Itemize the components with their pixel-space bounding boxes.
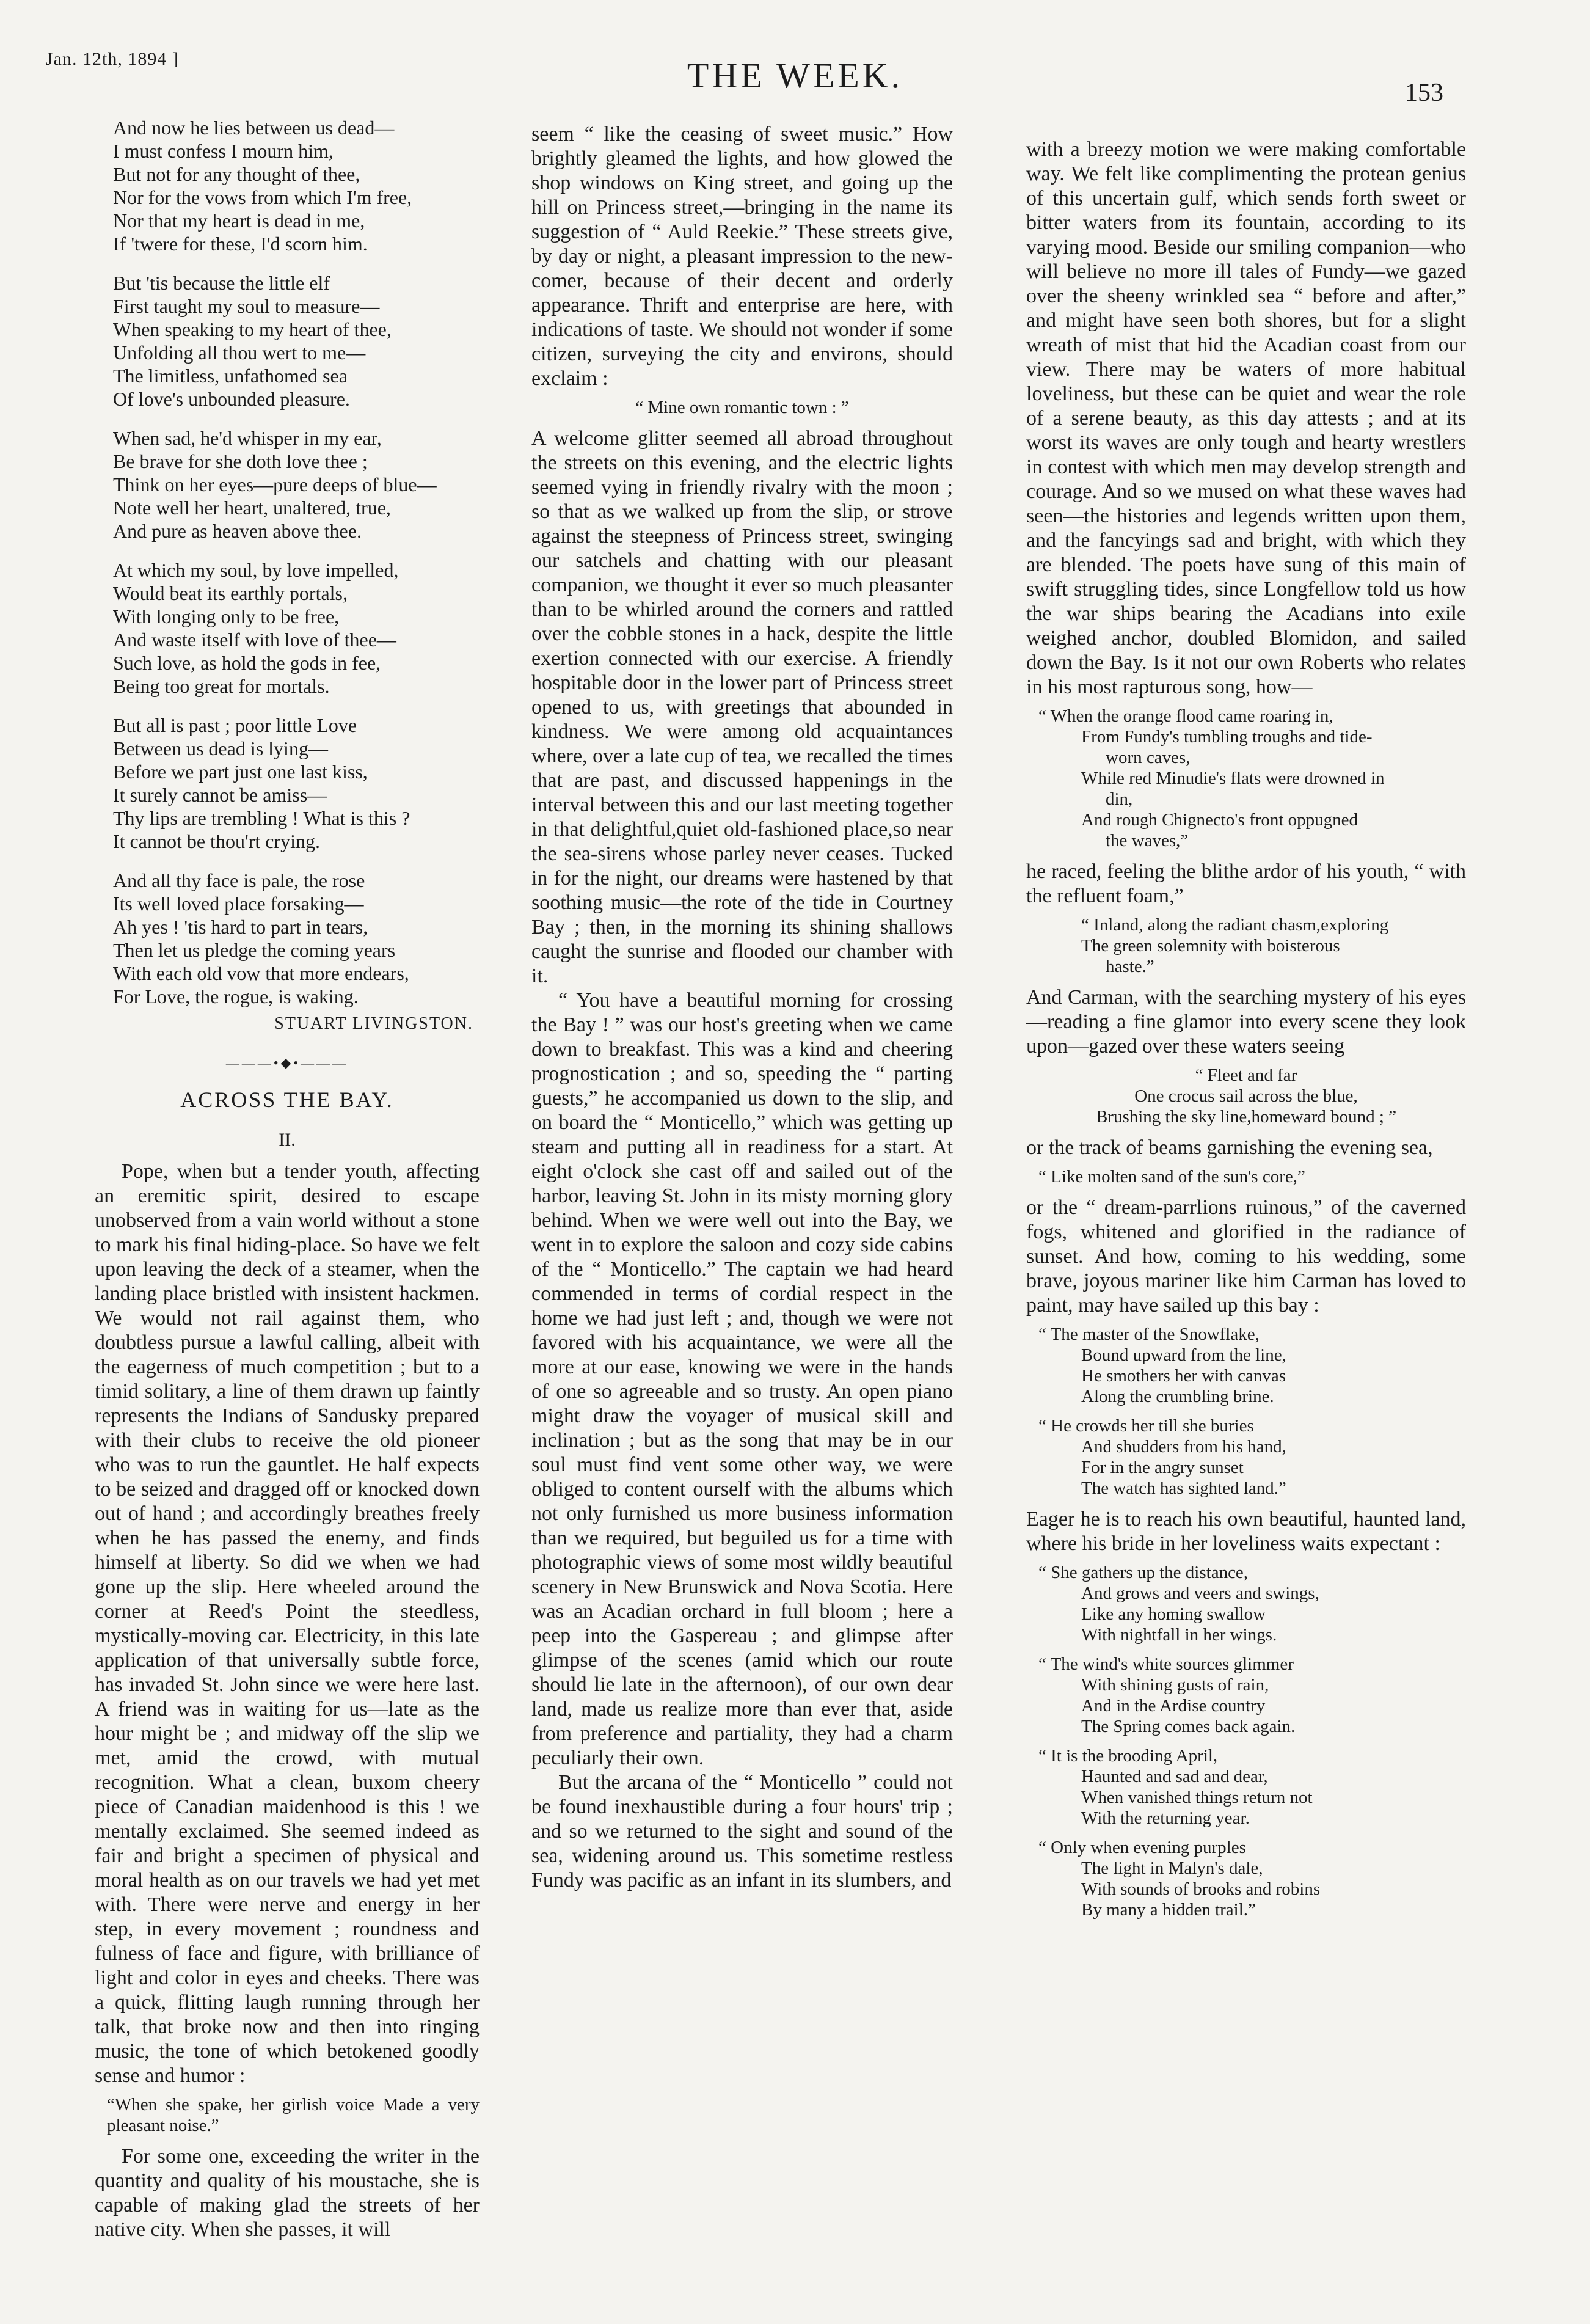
poem-line: Ah yes ! 'tis hard to part in tears, (113, 916, 368, 938)
poem-stanza (113, 271, 480, 411)
poem-line: It surely cannot be amiss— (113, 784, 327, 806)
poem-line: Being too great for mortals. (113, 675, 330, 697)
column-2 (531, 122, 953, 1893)
poem-stanza (113, 116, 480, 255)
article-paragraph: Eager he is to reach his own beautiful, haunted land, where his bride in her loveliness waits expectant : (1026, 1508, 1466, 1555)
poem-stanza (113, 714, 480, 853)
verse-line: With shining gusts of rain, (1081, 1675, 1269, 1695)
poem-line: But not for any thought of thee, (113, 163, 360, 185)
block-quote: “ Mine own romantic town : ” (635, 398, 849, 417)
poem-line: And pure as heaven above thee. (113, 520, 362, 542)
verse-quote (1038, 1324, 1466, 1407)
verse-line: Bound upward from the line, (1081, 1345, 1286, 1365)
verse-line: For in the angry sunset (1081, 1458, 1244, 1477)
poem-line: Before we part just one last kiss, (113, 761, 368, 783)
verse-line: worn caves, (1106, 748, 1191, 767)
verse-quote (1026, 1065, 1466, 1127)
masthead-title: THE WEEK. (687, 56, 903, 95)
poem-signature: STUART LIVINGSTON. (274, 1014, 473, 1033)
verse-quote (1038, 1837, 1466, 1920)
verse-line: the waves,” (1106, 831, 1189, 850)
verse-line: “ She gathers up the distance, (1038, 1563, 1249, 1582)
poem-line: When speaking to my heart of thee, (113, 318, 392, 340)
verse-line: When vanished things return not (1081, 1788, 1313, 1807)
verse-quote (1038, 1654, 1466, 1737)
poem-stanza (113, 558, 480, 698)
verse-quote (1038, 1166, 1466, 1187)
poem-line: Thy lips are trembling ! What is this ? (113, 807, 410, 829)
article-paragraph: But the arcana of the “ Monticello ” could not be found inexhaustible during a four hours' trip ; and so we returned to the sight and sound of the sea, widening around us. This sometime restless Fundy was pacific as an infant in its slumbers, and (531, 1771, 953, 1891)
poem-line: With each old vow that more endears, (113, 962, 409, 984)
poem-line: Of love's unbounded pleasure. (113, 388, 350, 410)
block-quote: “When she spake, her girlish voice Made a very pleasant noise.” (107, 2095, 480, 2135)
verse-line: While red Minudie's flats were drowned in (1081, 769, 1385, 788)
verse-quote (1038, 915, 1466, 977)
verse-line: “ The wind's white sources glimmer (1038, 1654, 1294, 1674)
verse-line: “ Only when evening purples (1038, 1838, 1246, 1857)
verse-line: “ Fleet and far (1195, 1065, 1297, 1085)
poem-line: Between us dead is lying— (113, 737, 328, 759)
poem-line: And now he lies between us dead— (113, 117, 395, 139)
verse-line: “ Like molten sand of the sun's core,” (1038, 1167, 1305, 1186)
verse-line: One crocus sail across the blue, (1134, 1086, 1358, 1106)
article-paragraph: “ You have a beautiful morning for crossing the Bay ! ” was our host's greeting when we came down to breakfast. This was a kind and cheering prognostication ; and so, speeding the “ parting guests,” he accompanied us down to the slip, and on board the “ Monticello,” which was getting up steam and putting all in readiness for a start. At eight o'clock she cast off and sailed out of the harbor, leaving St. John in its misty morning glory behind. When we were well out into the Bay, we went in to explore the saloon and cozy side cabins of the “ Monticello.” The captain we had heard commended in terms of cordial respect in the home we had just left ; and, though we were not favored with his acquaintance, we were all the more at our ease, knowing we were in the hands of one so agreeable and so trusty. An open piano might draw the voyager of musical skill and inclination ; but as the song that may be in our soul must find vent some other way, we were obliged to content ourself with the albums which not only furnished us more business information than we required, but beguiled us for a time with photographic views of some most wildly beautiful scenery in New Brunswick and Nova Scotia. Here was an Acadian orchard in full bloom ; here a peep into the Gaspereau ; and glimpse after glimpse of the scenes (amid which our route should lie late in the afternoon), of our own dear land, made us realize more than ever that, aside from preference and partiality, they had a charm peculiarly their own. (531, 989, 953, 1769)
poem-line: For Love, the rogue, is waking. (113, 985, 359, 1007)
verse-line: Like any homing swallow (1081, 1604, 1266, 1624)
verse-line: With the returning year. (1081, 1808, 1250, 1828)
poem-line: But all is past ; poor little Love (113, 714, 357, 736)
article-part-number: II. (279, 1130, 296, 1150)
poem-line: The limitless, unfathomed sea (113, 365, 348, 387)
poem-line: Nor for the vows from which I'm free, (113, 186, 412, 208)
verse-line: Along the crumbling brine. (1081, 1387, 1274, 1406)
verse-line: With nightfall in her wings. (1081, 1625, 1277, 1645)
article-paragraph: he raced, feeling the blithe ardor of his youth, “ with the refluent foam,” (1026, 860, 1466, 907)
verse-quote (1038, 1416, 1466, 1499)
poem-line: Be brave for she doth love thee ; (113, 450, 368, 472)
verse-line: Haunted and sad and dear, (1081, 1767, 1268, 1786)
verse-line: And shudders from his hand, (1081, 1437, 1286, 1456)
poem-line: It cannot be thou'rt crying. (113, 830, 320, 852)
poem-line: And waste itself with love of thee— (113, 629, 396, 651)
verse-line: By many a hidden trail.” (1081, 1900, 1256, 1920)
article-paragraph: A welcome glitter seemed all abroad throughout the streets on this evening, and the electric lights seemed vying in friendly rivalry with the moon ; so that as we walked up from the slip, or strove against the steepness of Princess street, swinging our satchels and chatting with our pleasant companion, we thought it ever so much pleasanter than to be whirled around the corners and rattled over the cobble stones in a hack, despite the little exertion connected with our exercise. A friendly hospitable door in the lower part of Princess street opened to us, with greetings that abounded in kindness. We were among old acquaintances where, over a late cup of tea, we recalled the times that are past, and discussed happenings in the interval between this and our last meeting together in that delightful,quiet old-fashioned place,so near the sea-sirens whose parley never ceases. Tucked in for the night, our dreams were hastened by that soothing music—the rote of the tide in Courtney Bay ; then, in the morning its shining shallows caught the sunrise and flooded our chamber with it. (531, 427, 953, 987)
verse-line: And in the Ardise country (1081, 1696, 1266, 1716)
verse-line: From Fundy's tumbling troughs and tide- (1081, 727, 1373, 747)
section-divider-ornament: ———•◆•——— (225, 1055, 349, 1070)
article-paragraph: seem “ like the ceasing of sweet music.” How brightly gleamed the lights, and how glowed the shop windows on King street, and going up the hill on Princess street,—bringing in the name its suggestion of “ Auld Reekie.” These streets give, by day or night, a pleasant impression to the new-comer, because of their decent and orderly appearance. Thrift and enterprise are here, with indications of taste. We should not wonder if some citizen, surveying the city and environs, should exclaim : (531, 123, 953, 390)
poem-line: Then let us pledge the coming years (113, 939, 396, 961)
column-3 (1026, 137, 1466, 1929)
verse-line: The green solemnity with boisterous (1081, 936, 1340, 956)
poem-line: At which my soul, by love impelled, (113, 559, 399, 581)
verse-line: “ He crowds her till she buries (1038, 1416, 1254, 1436)
article-paragraph: or the track of beams garnishing the evening sea, (1026, 1136, 1433, 1159)
article-paragraph: Pope, when but a tender youth, affecting an eremitic spirit, desired to escape unobserved from a vain world without a stone to mark his final hiding-place. So have we felt upon leaving the deck of a steamer, when the landing place bristled with insistent hackmen. We would not rail against them, who doubtless pursue a lawful calling, albeit with the eagerness of much competition ; but to a timid solitary, a line of them drawn up faintly represents the Indians of Sandusky prepared with their clubs to receive the old pioneer who was to run the gauntlet. He half expects to be seized and dragged off or knocked down out of hand ; and accordingly breathes freely when he has passed the enemy, and finds himself at liberty. So did we when we had gone up the slip. Here wheeled around the corner at Reed's Point the steedless, mystically-moving car. Electricity, in this late application of that universally subtle force, has invaded St. John since we were here last. A friend was in waiting for us—late as the hour might be ; and midway off the slip we met, amid the crowd, with mutual recognition. What a clean, buxom cheery piece of Canadian maidenhood is this ! we mentally exclaimed. She seemed indeed as fair and bright a specimen of physical and moral health as on our travels we had yet met with. There were nerve and energy in her step, in every movement ; roundness and fulness of face and figure, with brilliance of light and color in eyes and cheeks. There was a quick, flitting laugh running through her talk, that broke now and then into ringing music, the tone of which betokened goodly sense and humor : (95, 1160, 480, 2087)
verse-line: “ The master of the Snowflake, (1038, 1325, 1260, 1344)
poem-line: Its well loved place forsaking— (113, 893, 364, 915)
poem-line: When sad, he'd whisper in my ear, (113, 427, 382, 449)
verse-line: He smothers her with canvas (1081, 1366, 1286, 1386)
verse-line: With sounds of brooks and robins (1081, 1879, 1321, 1899)
article-paragraph: or the “ dream-parrlions ruinous,” of the caverned fogs, whitened and glorified in the radiance of sunset. And how, coming to his wedding, some brave, joyous mariner like him Carman has loved to paint, may have sailed up this bay : (1026, 1196, 1466, 1317)
verse-quote (1038, 1562, 1466, 1645)
verse-line: And grows and veers and swings, (1081, 1584, 1319, 1603)
poem-line: And all thy face is pale, the rose (113, 869, 365, 891)
poem-line: Would beat its earthly portals, (113, 582, 348, 604)
poem-line: Think on her eyes—pure deeps of blue— (113, 473, 437, 495)
poem-line: But 'tis because the little elf (113, 272, 330, 294)
verse-line: “ When the orange flood came roaring in, (1038, 706, 1333, 726)
article-paragraph: For some one, exceeding the writer in the quantity and quality of his moustache, she is capable of making glad the streets of her native city. When she passes, it will (95, 2145, 480, 2241)
poem-line: If 'twere for these, I'd scorn him. (113, 233, 368, 255)
issue-date: Jan. 12th, 1894 ] (46, 49, 179, 69)
article-paragraph: And Carman, with the searching mystery of his eyes—reading a fine glamor into every scene they look upon—gazed over these waters seeing (1026, 986, 1466, 1058)
article-title: ACROSS THE BAY. (180, 1087, 394, 1112)
verse-line: haste.” (1106, 957, 1154, 976)
poem-line: Unfolding all thou wert to me— (113, 342, 366, 364)
verse-line: The watch has sighted land.” (1081, 1478, 1286, 1498)
verse-line: And rough Chignecto's front oppugned (1081, 810, 1358, 830)
poem-line: Such love, as hold the gods in fee, (113, 652, 381, 674)
poem-line: I must confess I mourn him, (113, 140, 334, 162)
verse-quote (1038, 1745, 1466, 1829)
poem-line: Nor that my heart is dead in me, (113, 210, 365, 232)
poem-line: With longing only to be free, (113, 605, 340, 627)
verse-quote (1038, 706, 1466, 851)
verse-line: din, (1106, 789, 1133, 809)
verse-line: “ It is the brooding April, (1038, 1746, 1218, 1766)
verse-line: The light in Malyn's dale, (1081, 1858, 1263, 1878)
verse-line: The Spring comes back again. (1081, 1717, 1296, 1736)
verse-line: Brushing the sky line,homeward bound ; ” (1095, 1107, 1397, 1127)
column-1 (95, 116, 480, 2242)
poem-stanza (113, 426, 480, 543)
poem-stanza (113, 869, 480, 1008)
page-number: 153 (1405, 79, 1443, 107)
verse-line: “ Inland, along the radiant chasm,exploring (1081, 915, 1389, 935)
poem-line: Note well her heart, unaltered, true, (113, 497, 391, 519)
poem-line: First taught my soul to measure— (113, 295, 380, 317)
article-paragraph: with a breezy motion we were making comfortable way. We felt like complimenting the protean genius of this uncertain gulf, which sends forth sweet or bitter waters from its fountain, according to its varying mood. Beside our smiling companion—who will believe no more ill tales of Fundy—we gazed over the sheeny wrinkled sea “ before and after,” and might have seen both shores, but for a slight wreath of mist that hid the Acadian coast from our view. There may be waters of more habitual loveliness, but these can be quiet and wear the role of a serene beauty, as this day attests ; and at its worst its waves are only tough and hearty wrestlers in contest with which men may develop strength and courage. And so we mused on what these waves had seen—the histories and legends written upon them, and the fancyings sad and bright, with which they are blended. The poets have sung of this main of swift struggling tides, since Longfellow told us how the war ships bearing the Acadians into exile weighed anchor, doubled Blomidon, and sailed down the Bay. Is it not our own Roberts who relates in his most rapturous song, how— (1026, 138, 1466, 698)
